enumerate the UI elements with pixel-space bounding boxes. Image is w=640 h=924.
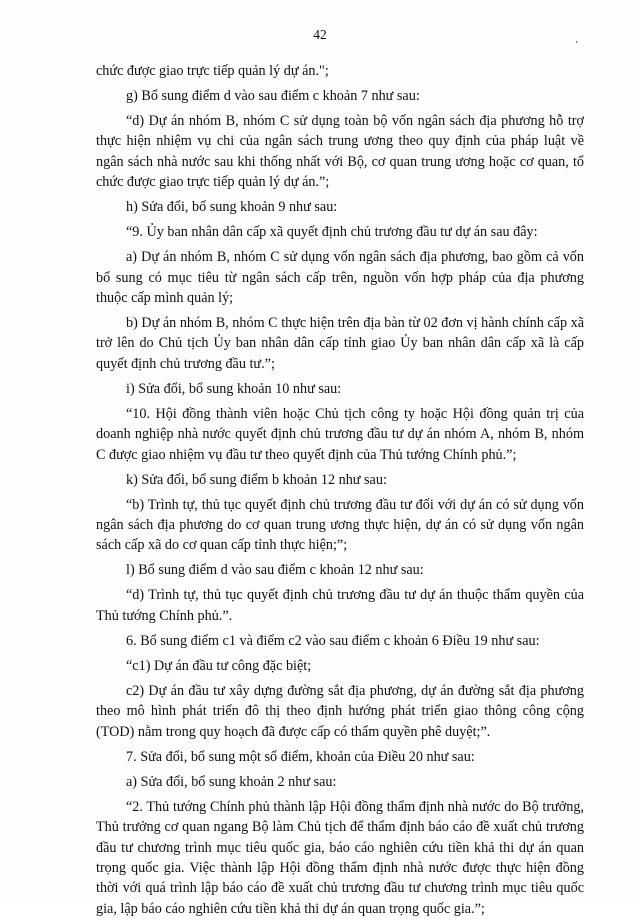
paragraph: i) Sửa đổi, bổ sung khoản 10 như sau: <box>126 380 342 397</box>
paragraph: “b) Trình tự, thủ tục quyết định chủ trương đầu tư đối với dự án có sử dụng vốn ngân sách địa phương do cơ quan trung ương thực hiện, dự án có sử dụng vốn ngân sách cấp xã do cơ quan cấp tỉnh thực hiện;”; <box>96 496 584 554</box>
paragraph: “9. Ủy ban nhân dân cấp xã quyết định chủ trương đầu tư dự án sau đây: <box>126 224 538 241</box>
paragraph: 6. Bổ sung điểm c1 và điểm c2 vào sau điểm c khoản 6 Điều 19 như sau: <box>126 632 540 649</box>
paragraph: l) Bổ sung điểm d vào sau điểm c khoản 12 như sau: <box>126 562 424 579</box>
paragraph: “2. Thủ tướng Chính phủ thành lập Hội đồng thẩm định nhà nước do Bộ trưởng, Thủ trưởng cơ quan ngang Bộ làm Chủ tịch để thẩm định báo cáo đề xuất chủ trương đầu tư chương trình mục tiêu quốc gia, báo cáo nghiên cứu tiền khả thi dự án quan trọng quốc gia. Việc thành lập Hội đồng thẩm định nhà nước được thực hiện đồng thời với quá trình lập báo cáo đề xuất chủ trương đầu tư chương trình mục tiêu quốc gia, lập báo cáo nghiên cứu tiền khả thi dự án quan trọng quốc gia.”; <box>96 798 584 917</box>
page-number: 42 <box>313 27 327 42</box>
paragraph: g) Bổ sung điểm d vào sau điểm c khoản 7 như sau: <box>126 88 420 104</box>
document-body <box>96 61 584 924</box>
paragraph: “c1) Dự án đầu tư công đặc biệt; <box>126 657 312 674</box>
paragraph: b) Dự án nhóm B, nhóm C thực hiện trên địa bàn từ 02 đơn vị hành chính cấp xã trở lên do Chủ tịch Ủy ban nhân dân cấp tỉnh giao Ủy ban nhân dân cấp xã là cấp quyết định chủ trương đầu tư.”; <box>96 315 584 372</box>
paragraph: “d) Dự án nhóm B, nhóm C sử dụng toàn bộ vốn ngân sách địa phương hỗ trợ thực hiện nhiệm vụ chi của ngân sách trung ương theo quy định của pháp luật về ngân sách nhà nước sau khi thống nhất với Bộ, cơ quan trung ương hoặc cơ quan, tổ chức được giao trực tiếp quản lý dự án.”; <box>96 113 584 191</box>
paragraph: c2) Dự án đầu tư xây dựng đường sắt địa phương, dự án đường sắt địa phương theo mô hình phát triển đô thị theo định hướng phát triển giao thông công cộng (TOD) nằm trong quy hoạch đã được cấp có thẩm quyền phê duyệt;”. <box>96 682 584 740</box>
paragraph: “10. Hội đồng thành viên hoặc Chủ tịch công ty hoặc Hội đồng quản trị của doanh nghiệp nhà nước quyết định chủ trương đầu tư dự án nhóm A, nhóm B, nhóm C được giao nhiệm vụ đầu tư theo quyết định của Thủ tướng Chính phủ.”; <box>96 405 584 463</box>
paragraph: h) Sửa đổi, bổ sung khoản 9 như sau: <box>126 199 338 216</box>
paragraph: 7. Sửa đổi, bổ sung một số điểm, khoản của Điều 20 như sau: <box>126 748 475 765</box>
paragraph: “d) Trình tự, thủ tục quyết định chủ trương đầu tư dự án thuộc thẩm quyền của Thủ tướng Chính phủ.”. <box>96 587 584 624</box>
paragraph: a) Sửa đổi, bổ sung khoản 2 như sau: <box>126 773 337 790</box>
scan-speck: , <box>575 33 578 45</box>
paragraph: k) Sửa đổi, bổ sung điểm b khoản 12 như sau: <box>126 471 387 488</box>
paragraph: chức được giao trực tiếp quản lý dự án."; <box>96 63 329 79</box>
paragraph: a) Dự án nhóm B, nhóm C sử dụng vốn ngân sách địa phương, bao gồm cả vốn bổ sung có mục tiêu từ ngân sách cấp trên, nguồn vốn hợp pháp của địa phương thuộc cấp mình quản lý; <box>96 249 584 307</box>
